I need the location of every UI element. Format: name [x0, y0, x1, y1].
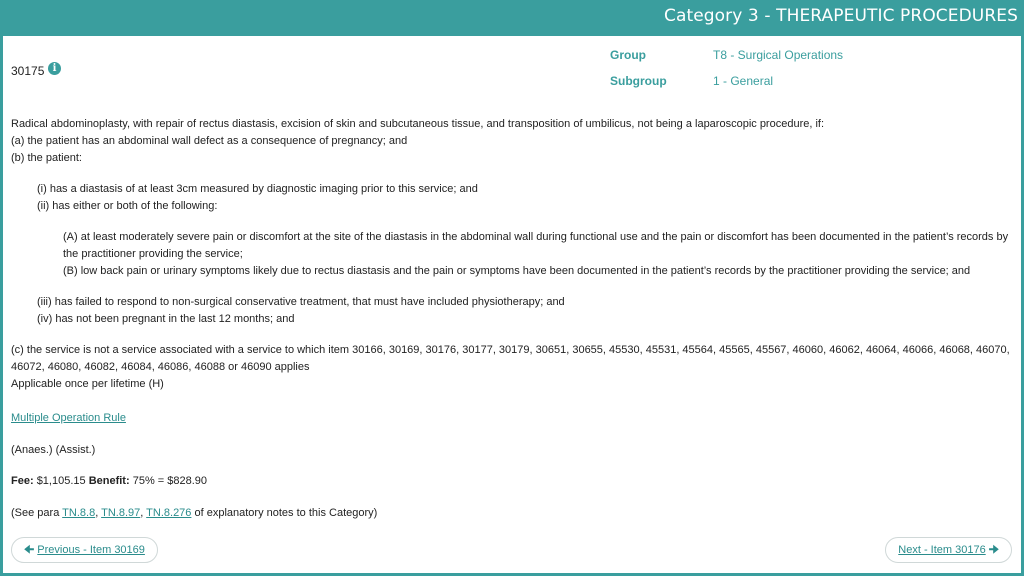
condition-b-ii-b: (B) low back pain or urinary symptoms likely due to rectus diastasis and the pain or symptoms have been documented in the patient’s records by the practitioner providing the service; and — [63, 265, 971, 277]
arrow-left-icon: 🠈 — [24, 544, 35, 556]
explanatory-notes-line — [11, 507, 377, 519]
page-header — [0, 0, 1024, 36]
subgroup-label: Subgroup — [610, 74, 667, 88]
condition-b-iii: (iii) has failed to respond to non-surgical conservative treatment, that must have included physiotherapy; and — [37, 296, 565, 308]
arrow-right-icon: 🠊 — [988, 544, 999, 556]
applicable-text: Applicable once per lifetime (H) — [11, 378, 164, 390]
benefit-label: Benefit: — [88, 475, 130, 487]
note-link-tn-8-276[interactable]: TN.8.276 — [146, 507, 192, 519]
description-intro: Radical abdominoplasty, with repair of rectus diastasis, excision of skin and subcutaneous tissue, and transposition of umbilicus, not being a laparoscopic procedure, if: — [11, 118, 825, 130]
condition-a: (a) the patient has an abdominal wall defect as a consequence of pregnancy; and — [11, 135, 408, 147]
previous-item-button[interactable] — [11, 537, 158, 563]
condition-b: (b) the patient: — [11, 152, 82, 164]
subgroup-value: 1 - General — [713, 74, 774, 88]
item-number: 30175 — [11, 64, 45, 78]
page-title: Category 3 - THERAPEUTIC PROCEDURES — [663, 6, 1018, 26]
notes-suffix: of explanatory notes to this Category) — [194, 507, 378, 519]
next-item-label: Next - Item 30176 — [898, 544, 986, 556]
condition-c: (c) the service is not a service associated with a service to which item 30166, 30169, 30176, 30177, 30179, 30651, 30655, 45530, 45531, 45564, 45565, 45567, 46060, 46062, 46064, 46066, 46068, 46070, 46072, 46080, 46082, 46084, 46086, 46088 or 46090 applies — [11, 344, 1010, 373]
condition-b-iv: (iv) has not been pregnant in the last 12 months; and — [37, 313, 295, 325]
condition-b-ii-a: (A) at least moderately severe pain or discomfort at the site of the diastasis in the abdominal wall during functional use and the pain or discomfort has been documented in the patient’s records by the practitioner providing the service; — [63, 231, 1009, 260]
note-link-tn-8-97[interactable]: TN.8.97 — [101, 507, 141, 519]
info-icon[interactable]: i — [48, 62, 61, 75]
note-link-tn-8-8[interactable]: TN.8.8 — [62, 507, 96, 519]
group-label: Group — [610, 48, 646, 62]
notes-separator: , — [95, 507, 99, 519]
group-value: T8 - Surgical Operations — [713, 48, 844, 62]
fee-line — [11, 475, 207, 487]
item-description — [11, 116, 1011, 393]
notes-separator: , — [140, 507, 144, 519]
fee-value: $1,105.15 — [36, 475, 86, 487]
benefit-value: 75% = $828.90 — [132, 475, 208, 487]
previous-item-label: Previous - Item 30169 — [37, 544, 145, 556]
multiple-operation-rule-link[interactable]: Multiple Operation Rule — [11, 412, 126, 424]
condition-b-i: (i) has a diastasis of at least 3cm measured by diagnostic imaging prior to this service; and — [37, 183, 478, 195]
notes-prefix: (See para — [11, 507, 60, 519]
next-item-button[interactable] — [885, 537, 1012, 563]
anaes-assist-text: (Anaes.) (Assist.) — [11, 444, 96, 456]
condition-b-ii: (ii) has either or both of the following: — [37, 200, 218, 212]
fee-label: Fee: — [11, 475, 34, 487]
